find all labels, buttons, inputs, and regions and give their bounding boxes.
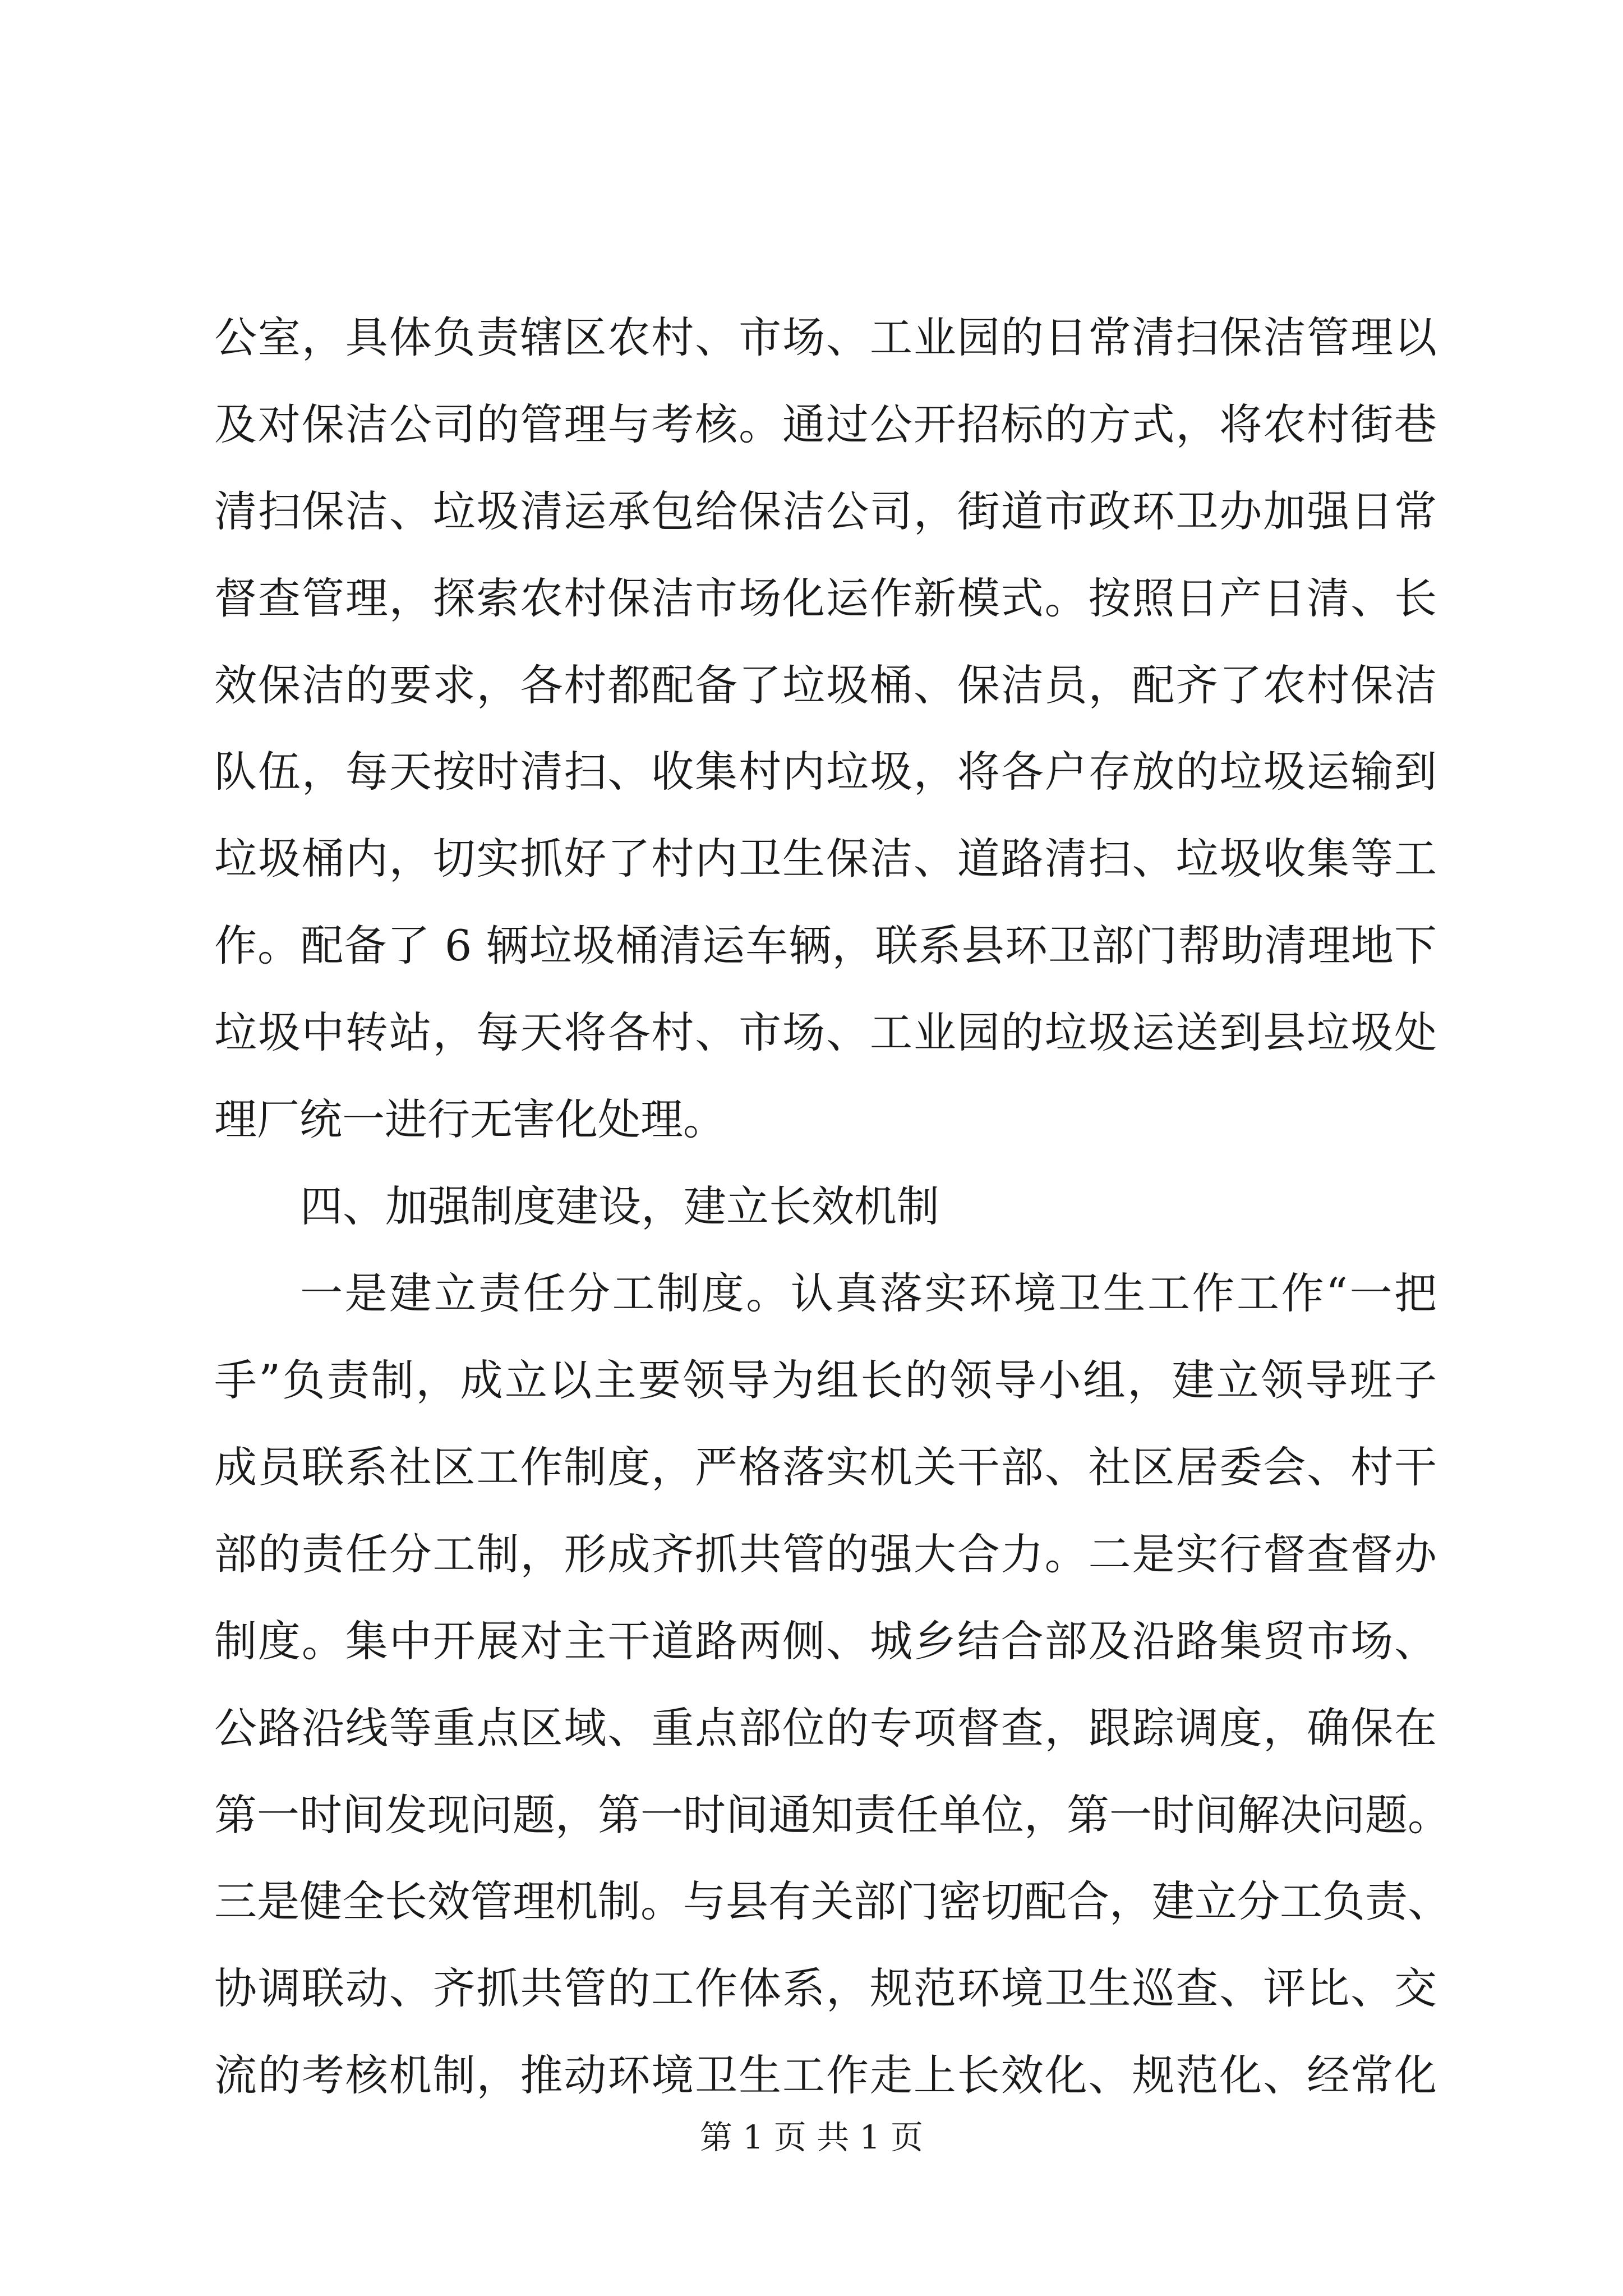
paragraph-line: 协调联动、齐抓共管的工作体系，规范环境卫生巡查、评比、交 bbox=[214, 1963, 1437, 2013]
paragraph-line: 一是建立责任分工制度。认真落实环境卫生工作工作“一把 bbox=[300, 1268, 1437, 1318]
paragraph-line: 理厂统一进行无害化处理。 bbox=[214, 1094, 726, 1144]
paragraph-line: 部的责任分工制，形成齐抓共管的强大合力。二是实行督查督办 bbox=[214, 1529, 1437, 1579]
paragraph-line: 督查管理，探索农村保洁市场化运作新模式。按照日产日清、长 bbox=[214, 573, 1437, 623]
paragraph-line: 成员联系社区工作制度，严格落实机关干部、社区居委会、村干 bbox=[214, 1442, 1437, 1492]
paragraph-line: 清扫保洁、垃圾清运承包给保洁公司，街道市政环卫办加强日常 bbox=[214, 486, 1437, 536]
paragraph-line: 第一时间发现问题，第一时间通知责任单位，第一时间解决问题。 bbox=[214, 1790, 1450, 1840]
paragraph-line: 队伍，每天按时清扫、收集村内垃圾，将各户存放的垃圾运输到 bbox=[214, 747, 1437, 797]
paragraph-line: 垃圾桶内，切实抓好了村内卫生保洁、道路清扫、垃圾收集等工 bbox=[214, 834, 1437, 884]
paragraph-line: 垃圾中转站，每天将各村、市场、工业园的垃圾运送到县垃圾处 bbox=[214, 1007, 1437, 1057]
paragraph-line: 作。配备了 6 辆垃圾桶清运车辆，联系县环卫部门帮助清理地下 bbox=[214, 921, 1437, 970]
paragraph-line: 及对保洁公司的管理与考核。通过公开招标的方式，将农村街巷 bbox=[214, 399, 1437, 449]
paragraph-line: 手”负责制，成立以主要领导为组长的领导小组，建立领导班子 bbox=[214, 1355, 1437, 1405]
page-footer: 第 1 页 共 1 页 bbox=[700, 2118, 923, 2156]
paragraph-line: 流的考核机制，推动环境卫生工作走上长效化、规范化、经常化 bbox=[214, 2050, 1437, 2100]
paragraph-line: 公路沿线等重点区域、重点部位的专项督查，跟踪调度，确保在 bbox=[214, 1703, 1437, 1753]
paragraph-line: 公室，具体负责辖区农村、市场、工业园的日常清扫保洁管理以 bbox=[214, 312, 1437, 362]
section-heading: 四、加强制度建设，建立长效机制 bbox=[300, 1181, 939, 1231]
paragraph-line: 效保洁的要求，各村都配备了垃圾桶、保洁员，配齐了农村保洁 bbox=[214, 660, 1437, 710]
paragraph-line: 制度。集中开展对主干道路两侧、城乡结合部及沿路集贸市场、 bbox=[214, 1616, 1437, 1666]
paragraph-line: 三是健全长效管理机制。与县有关部门密切配合，建立分工负责、 bbox=[214, 1876, 1450, 1926]
